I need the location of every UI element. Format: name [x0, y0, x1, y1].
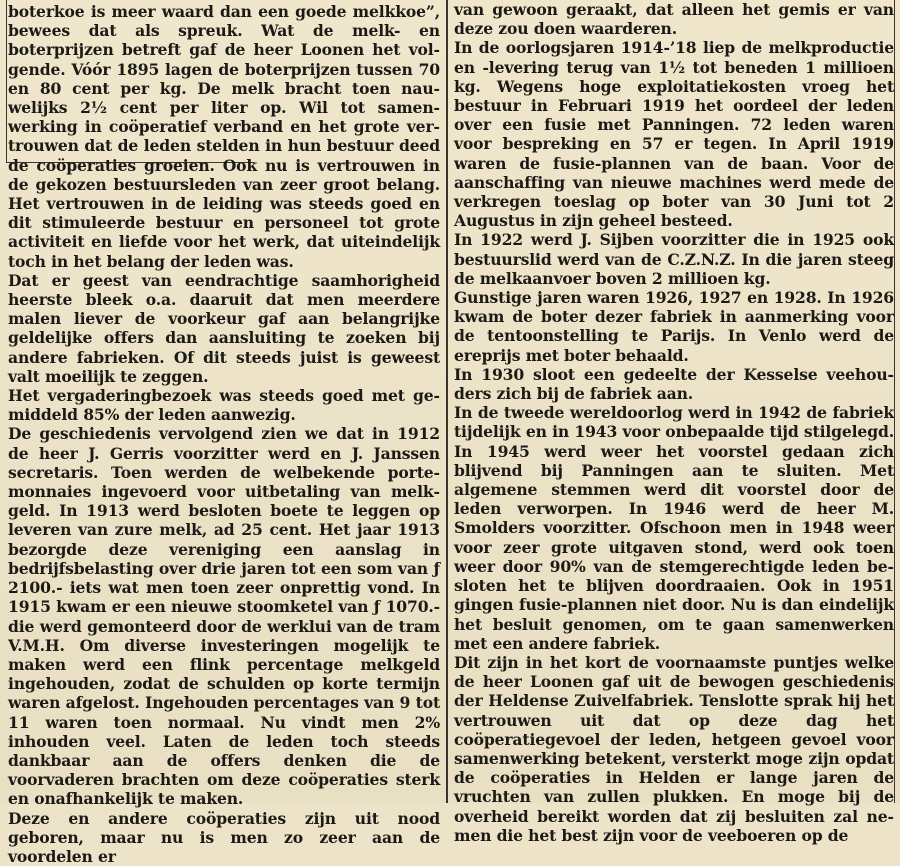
left-column [8, 0, 440, 866]
paragraph: Gunstige jaren waren 1926, 1927 en 1928. In 1926 kwam de boter dezer fabriek in aanmerking voor de tentoonstelling te Parijs. In Venlo werd de ereprijs met boter behaald. [454, 288, 894, 365]
box-rule-left [6, 0, 7, 162]
column-divider [446, 0, 448, 803]
paragraph: boterkoe is meer waard dan een goede melkkoe”, bewees dat als spreuk. Wat de melk- en boterprijzen betreft gaf de heer Loonen het volgende. Vóór 1895 lagen de boterprijzen tussen 70 en 80 cent per kg. De melk bracht toen nauwelijks 2½ cent per liter op. Wil tot samenwerking in coöperatief verband en het grote vertrouwen dat de leden stelden in hun bestuur deed de coöperaties groeien. Ook nu is vertrouwen in de gekozen bestuursleden van zeer groot belang. Het vertrouwen in de leiding was steeds goed en dit stimuleerde bestuur en personeel tot grote activiteit en liefde voor het werk, dat uiteindelijk toch in het belang der leden was. [8, 2, 440, 271]
paragraph: In 1930 sloot een gedeelte der Kesselse veehouders zich bij de fabriek aan. [454, 364, 894, 404]
paragraph: In 1922 werd J. Sijben voorzitter die in 1925 ook bestuurslid werd van de C.Z.N.Z. In die jaren steeg de melkaanvoer boven 2 millioen kg. [454, 230, 894, 288]
paragraph: Dat er geest van eendrachtige saamhorigheid heerste bleek o.a. daaruit dat men meerdere malen liever de voorkeur gaf aan belangrijke geldelijke offers dan aansluiting te zoeken bij andere fabrieken. Of dit steeds juist is geweest valt moeilijk te zeggen. [8, 270, 440, 386]
paragraph: In de oorlogsjaren 1914-’18 liep de melkproductie en -levering terug van 1½ tot beneden 1 millioen kg. Wegens hoge exploitatiekosten vroeg het bestuur in Februari 1919 het oordeel der leden over een fusie met Panningen. 72 leden waren voor bespreking en 57 er tegen. In April 1919 waren de fusie-plannen van de baan. Voor de aanschaffing van nieuwe machines werd mede de verkregen toeslag op boter van 30 Juni tot 2 Augustus in zijn geheel besteed. [454, 38, 894, 231]
paragraph: Het vergaderingbezoek was steeds goed met gemiddeld 85% der leden aanwezig. [8, 386, 440, 425]
paragraph: In de tweede wereldoorlog werd in 1942 de fabriek tijdelijk en in 1943 voor onbepaalde tijd stilgelegd. In 1945 werd weer het voorstel gedaan zich blijvend bij Panningen aan te sluiten. Met algemene stemmen werd dit voorstel door de leden verworpen. In 1946 werd de heer M. Smolders voorzitter. Ofschoon men in 1948 weer voor zeer grote uitgaven stond, werd ook toen weer door 90% van de stemgerechtigde leden besloten het te blijven doordraaien. Ook in 1951 gingen fusie-plannen niet door. Nu is dan eindelijk het besluit genomen, om te gaan samenwerken met een andere fabriek. [454, 403, 894, 653]
box-rule-right [894, 0, 895, 803]
paragraph: Dit zijn in het kort de voornaamste puntjes welke de heer Loonen gaf uit de bewogen geschiedenis der Heldense Zuivelfabriek. Tenslotte sprak hij het vertrouwen uit dat op deze dag het coöperatiegevoel der leden, hetgeen gevoel voor samenwerking betekent, versterkt moge zijn opdat de coöperaties in Helden er lange jaren de vruchten van zullen plukken. En moge bij de overheid bereikt worden dat zij besluiten zal nemen die het best zijn voor de veeboeren op de [454, 652, 894, 845]
paragraph: van gewoon geraakt, dat alleen het gemis er van deze zou doen waarderen. [454, 0, 894, 39]
paragraph: Deze en andere coöperaties zijn uit nood geboren, maar nu is men zo zeer aan de voordelen er [8, 808, 440, 866]
paragraph: De geschiedenis vervolgend zien we dat in 1912 de heer J. Gerris voorzitter werd en J. Janssen secretaris. Toen werden de welbekende portemonnaies ingevoerd voor uitbetaling van melkgeld. In 1913 werd besloten boete te leggen op leveren van zure melk, ad 25 cent. Het jaar 1913 bezorgde deze vereniging een aanslag in bedrijfsbelasting over drie jaren tot een som van ƒ 2100.- iets wat men toen zeer onprettig vond. In 1915 kwam er een nieuwe stoomketel van ƒ 1070.- die werd gemonteerd door de werklui van de tram V.M.H. Om diverse investeringen mogelijk te maken werd een flink percentage melkgeld ingehouden, zodat de schulden op korte termijn waren afgelost. Ingehouden percentages van 9 tot 11 waren toen normaal. Nu vindt men 2% inhouden veel. Laten de leden toch steeds dankbaar aan de offers denken die de voorvaderen brachten om deze coöperaties sterk en onafhankelijk te maken. [8, 424, 440, 809]
right-column [454, 0, 894, 845]
